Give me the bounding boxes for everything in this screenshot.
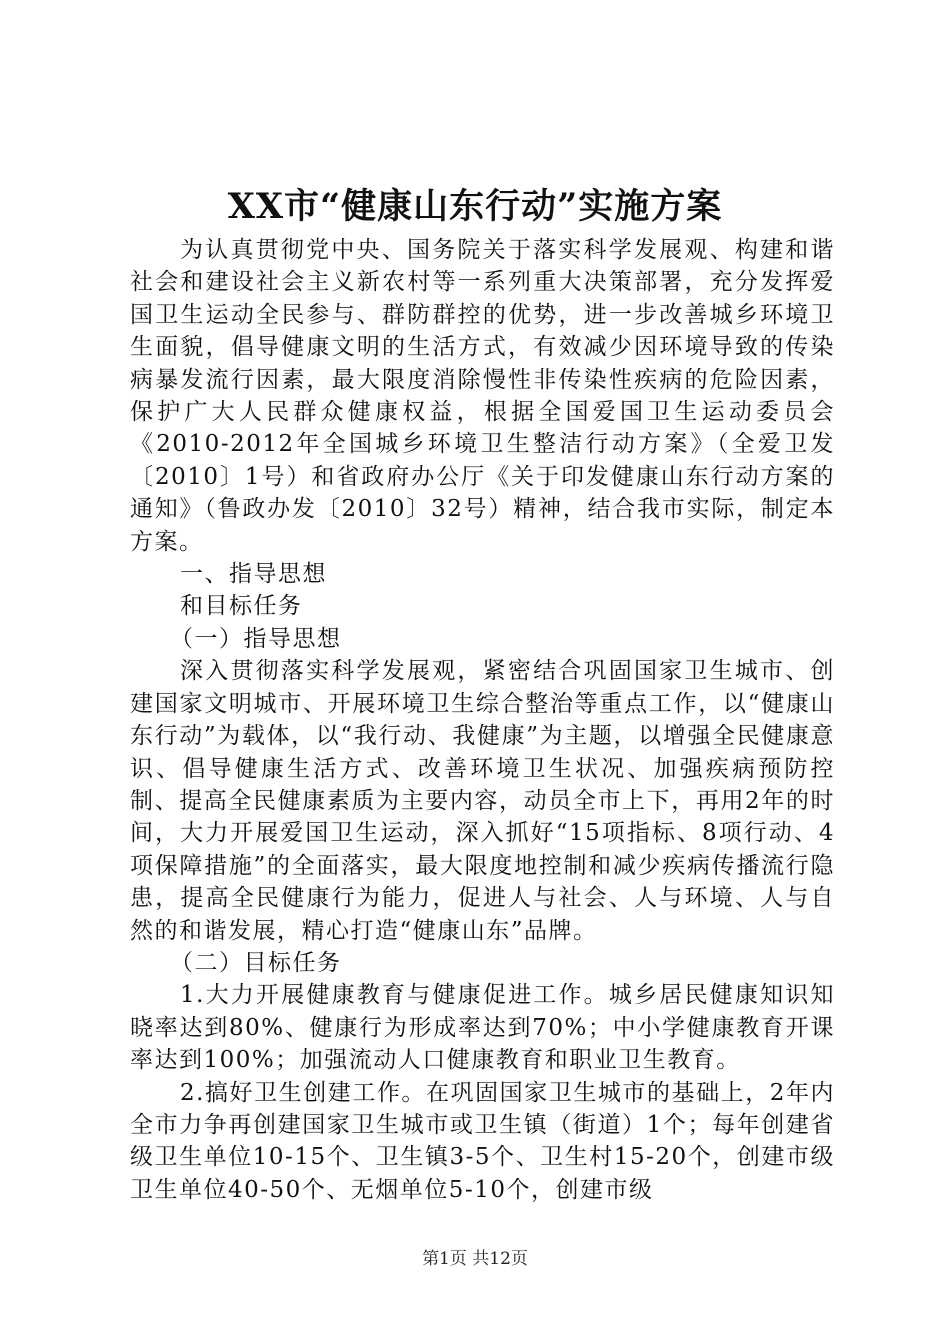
document-title: XX市“健康山东行动”实施方案 bbox=[227, 186, 723, 227]
intro-paragraph: 为认真贯彻党中央、国务院关于落实科学发展观、构建和谐社会和建设社会主义新农村等一系列重大决策部署，充分发挥爱国卫生运动全民参与、群防群控的优势，进一步改善城乡环境卫生面貌，倡导健康文明的生活方式，有效减少因环境导致的传染病暴发流行因素，最大限度消除慢性非传染性疾病的危险因素，保护广大人民群众健康权益，根据全国爱国卫生运动委员会《2010-2012年全国城乡环境卫生整洁行动方案》（全爱卫发〔2010〕1号）和省政府办公厅《关于印发健康山东行动方案的通知》（鲁政办发〔2010〕32号）精神，结合我市实际，制定本方案。 bbox=[130, 237, 835, 555]
page-footer: 第1页 共12页 bbox=[422, 1249, 528, 1269]
guiding-ideology-paragraph: 深入贯彻落实科学发展观，紧密结合巩固国家卫生城市、创建国家文明城市、开展环境卫生综合整治等重点工作，以“健康山东行动”为载体，以“我行动、我健康”为主题，以增强全民健康意识、倡导健康生活方式、改善环境卫生状况、加强疾病预防控制、提高全民健康素质为主要内容，动员全市上下，再用2年的时间，大力开展爱国卫生运动，深入抓好“15项指标、8项行动、4项保障措施”的全面落实，最大限度地控制和减少疾病传播流行隐患，提高全民健康行为能力，促进人与社会、人与环境、人与自然的和谐发展，精心打造“健康山东”品牌。 bbox=[130, 658, 835, 944]
document-body bbox=[130, 234, 835, 1206]
subsection-heading-goals-tasks: （二）目标任务 bbox=[170, 949, 342, 976]
subsection-heading-guiding-ideology: （一）指导思想 bbox=[170, 625, 342, 652]
section-heading-guiding-ideology: 一、指导思想 bbox=[180, 561, 327, 588]
task-item-1: 1.大力开展健康教育与健康促进工作。城乡居民健康知识知晓率达到80%、健康行为形成率达到70%；中小学健康教育开课率达到100%；加强流动人口健康教育和职业卫生教育。 bbox=[130, 982, 835, 1074]
section-heading-goals-tasks: 和目标任务 bbox=[180, 593, 303, 620]
task-item-2: 2.搞好卫生创建工作。在巩固国家卫生城市的基础上，2年内全市力争再创建国家卫生城市或卫生镇（街道）1个；每年创建省级卫生单位10-15个、卫生镇3-5个、卫生村15-20个，创建市级卫生单位40-50个、无烟单位5-10个，创建市级 bbox=[130, 1079, 835, 1203]
